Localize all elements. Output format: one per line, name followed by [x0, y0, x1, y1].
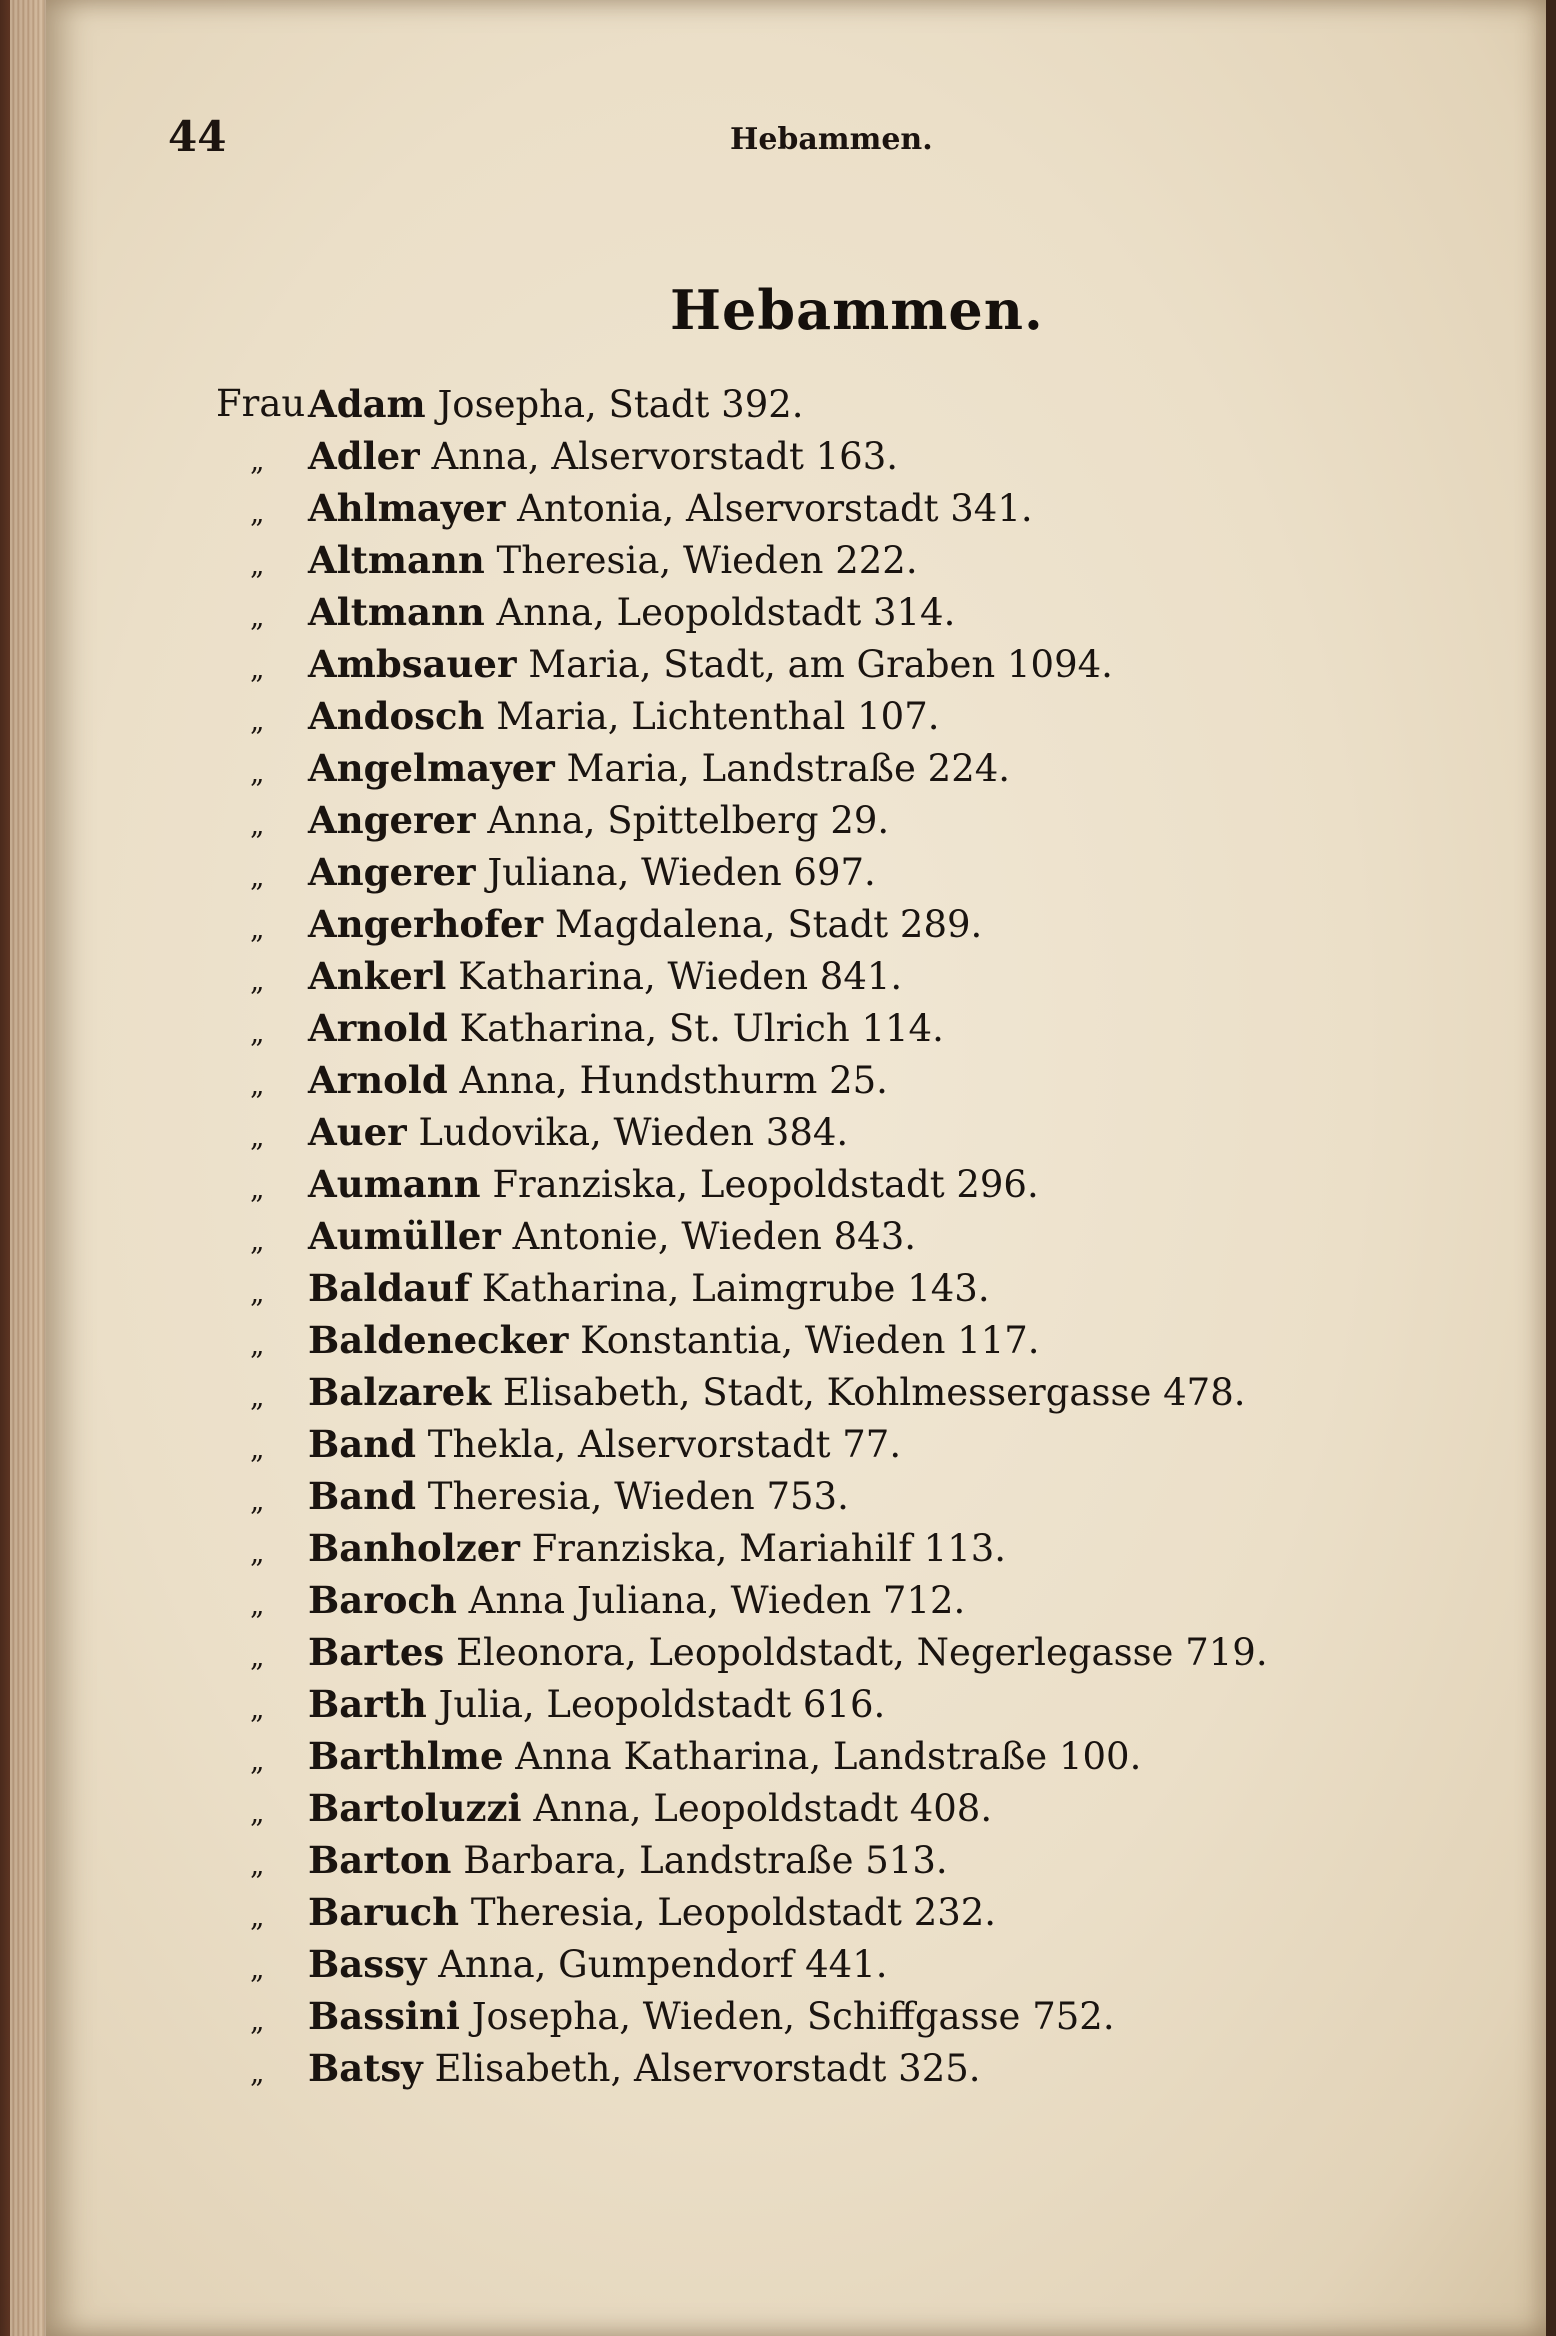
entry-text: [308, 1682, 885, 1726]
page-title: Hebammen.: [670, 278, 1044, 342]
list-item: [0, 1266, 1300, 1320]
entry-surname: Arnold: [308, 1006, 448, 1050]
ditto-mark: „: [250, 808, 265, 841]
entry-surname: Adam: [308, 382, 426, 426]
list-item: [0, 1318, 1300, 1372]
ditto-mark: „: [250, 1588, 265, 1621]
entry-details: Juliana, Wieden 697.: [487, 851, 876, 894]
entry-surname: Ankerl: [308, 954, 447, 998]
entry-details: Barbara, Landstraße 513.: [463, 1839, 948, 1882]
entry-prefix: Frau: [216, 382, 306, 425]
entry-text: [308, 1162, 1039, 1206]
entry-details: Anna, Alservorstadt 163.: [431, 435, 899, 478]
ditto-mark: „: [250, 1900, 265, 1933]
entry-surname: Bassini: [308, 1994, 460, 2038]
entry-surname: Arnold: [308, 1058, 448, 1102]
entry-text: [308, 1058, 888, 1102]
list-item: [0, 1162, 1300, 1216]
entry-text: [308, 642, 1113, 686]
entry-details: Josepha, Wieden, Schiffgasse 752.: [471, 1995, 1115, 2038]
ditto-mark: „: [250, 1692, 265, 1725]
entry-surname: Batsy: [308, 2046, 423, 2090]
entry-details: Ludovika, Wieden 384.: [418, 1111, 849, 1154]
entry-details: Anna Juliana, Wieden 712.: [468, 1579, 966, 1622]
entry-surname: Angelmayer: [308, 746, 555, 790]
list-item: [0, 1526, 1300, 1580]
ditto-mark: „: [250, 2004, 265, 2037]
list-item: [0, 1006, 1300, 1060]
entry-details: Magdalena, Stadt 289.: [554, 903, 983, 946]
list-item: [0, 954, 1300, 1008]
entry-details: Franziska, Mariahilf 113.: [531, 1527, 1007, 1570]
entry-text: [308, 1890, 996, 1934]
entry-surname: Aumüller: [308, 1214, 501, 1258]
list-item: [0, 1890, 1300, 1944]
list-item: [0, 1630, 1300, 1684]
list-item: [0, 1578, 1300, 1632]
entry-text: [308, 1526, 1006, 1570]
entry-details: Theresia, Leopoldstadt 232.: [470, 1891, 997, 1934]
list-item: [0, 902, 1300, 956]
list-item: [0, 486, 1300, 540]
ditto-mark: „: [250, 1068, 265, 1101]
list-item: [0, 590, 1300, 644]
entry-text: [308, 1006, 944, 1050]
entry-details: Eleonora, Leopoldstadt, Negerlegasse 719.: [455, 1631, 1268, 1674]
list-item: [0, 538, 1300, 592]
entry-text: [308, 382, 804, 426]
entry-surname: Baroch: [308, 1578, 457, 1622]
list-item: [0, 1838, 1300, 1892]
ditto-mark: „: [250, 1328, 265, 1361]
entry-text: [308, 1110, 848, 1154]
ditto-mark: „: [250, 756, 265, 789]
entry-surname: Bartoluzzi: [308, 1786, 522, 1830]
ditto-mark: „: [250, 1952, 265, 1985]
entry-details: Maria, Landstraße 224.: [566, 747, 1011, 790]
list-item: [0, 2046, 1300, 2100]
ditto-mark: „: [250, 1276, 265, 1309]
ditto-mark: „: [250, 496, 265, 529]
ditto-mark: „: [250, 1484, 265, 1517]
entry-surname: Band: [308, 1474, 417, 1518]
list-item: [0, 1682, 1300, 1736]
list-item: [0, 1422, 1300, 1476]
entry-text: [308, 1942, 888, 1986]
list-item: [0, 1214, 1300, 1268]
entry-surname: Bartes: [308, 1630, 445, 1674]
entry-text: [308, 1838, 948, 1882]
ditto-mark: „: [250, 860, 265, 893]
entry-text: [308, 2046, 981, 2090]
entry-surname: Barthlme: [308, 1734, 504, 1778]
ditto-mark: „: [250, 1120, 265, 1153]
entry-text: [308, 954, 902, 998]
ditto-mark: „: [250, 652, 265, 685]
entry-surname: Altmann: [308, 538, 485, 582]
list-item: [0, 1786, 1300, 1840]
ditto-mark: „: [250, 912, 265, 945]
entry-text: [308, 1266, 990, 1310]
entry-text: [308, 1318, 1040, 1362]
entry-text: [308, 434, 898, 478]
entry-details: Elisabeth, Stadt, Kohlmessergasse 478.: [502, 1371, 1246, 1414]
entry-surname: Andosch: [308, 694, 485, 738]
ditto-mark: „: [250, 964, 265, 997]
entry-text: [308, 486, 1033, 530]
entry-details: Anna, Gumpendorf 441.: [438, 1943, 888, 1986]
ditto-mark: „: [250, 2056, 265, 2089]
running-head: Hebammen.: [730, 122, 933, 157]
list-item: [0, 1942, 1300, 1996]
ditto-mark: „: [250, 1016, 265, 1049]
entry-surname: Bassy: [308, 1942, 427, 1986]
list-item: [0, 1994, 1300, 2048]
entry-details: Theresia, Wieden 753.: [427, 1475, 849, 1518]
entry-text: [308, 798, 889, 842]
entry-surname: Angerer: [308, 798, 476, 842]
list-item: [0, 642, 1300, 696]
list-item: [0, 1110, 1300, 1164]
entry-surname: Aumann: [308, 1162, 481, 1206]
entry-text: [308, 1994, 1115, 2038]
entry-details: Elisabeth, Alservorstadt 325.: [434, 2047, 981, 2090]
entry-details: Anna Katharina, Landstraße 100.: [515, 1735, 1142, 1778]
entry-surname: Auer: [308, 1110, 407, 1154]
ditto-mark: „: [250, 1744, 265, 1777]
entry-surname: Barton: [308, 1838, 452, 1882]
entry-details: Anna, Spittelberg 29.: [487, 799, 890, 842]
ditto-mark: „: [250, 1224, 265, 1257]
list-item: [0, 798, 1300, 852]
entry-surname: Ahlmayer: [308, 486, 506, 530]
page-number: 44: [168, 112, 227, 161]
entry-details: Konstantia, Wieden 117.: [580, 1319, 1040, 1362]
list-item: [0, 850, 1300, 904]
list-item: [0, 382, 1300, 436]
ditto-mark: „: [250, 1172, 265, 1205]
list-item: [0, 1474, 1300, 1528]
list-item: [0, 434, 1300, 488]
entry-details: Josepha, Stadt 392.: [437, 383, 804, 426]
entry-details: Thekla, Alservorstadt 77.: [427, 1423, 902, 1466]
list-item: [0, 746, 1300, 800]
entry-text: [308, 1422, 901, 1466]
ditto-mark: „: [250, 1640, 265, 1673]
entry-surname: Baldenecker: [308, 1318, 569, 1362]
entry-details: Anna, Leopoldstadt 314.: [496, 591, 956, 634]
list-item: [0, 1370, 1300, 1424]
entry-text: [308, 1786, 992, 1830]
entry-details: Anna, Hundsthurm 25.: [459, 1059, 888, 1102]
entry-details: Antonie, Wieden 843.: [512, 1215, 917, 1258]
entry-text: [308, 1630, 1268, 1674]
entry-surname: Angerer: [308, 850, 476, 894]
ditto-mark: „: [250, 1848, 265, 1881]
entry-details: Katharina, Laimgrube 143.: [481, 1267, 990, 1310]
ditto-mark: „: [250, 444, 265, 477]
entry-surname: Altmann: [308, 590, 485, 634]
entry-text: [308, 850, 876, 894]
entry-surname: Balzarek: [308, 1370, 491, 1414]
entry-details: Katharina, Wieden 841.: [458, 955, 903, 998]
list-item: [0, 1058, 1300, 1112]
entry-surname: Baruch: [308, 1890, 460, 1934]
entry-text: [308, 1578, 965, 1622]
ditto-mark: „: [250, 1432, 265, 1465]
entry-text: [308, 1474, 849, 1518]
entry-details: Theresia, Wieden 222.: [496, 539, 918, 582]
entry-text: [308, 746, 1010, 790]
ditto-mark: „: [250, 600, 265, 633]
entry-details: Katharina, St. Ulrich 114.: [459, 1007, 944, 1050]
ditto-mark: „: [250, 1536, 265, 1569]
ditto-mark: „: [250, 1796, 265, 1829]
entry-text: [308, 590, 955, 634]
ditto-mark: „: [250, 548, 265, 581]
entry-surname: Baldauf: [308, 1266, 470, 1310]
entry-details: Julia, Leopoldstadt 616.: [438, 1683, 886, 1726]
entry-details: Maria, Stadt, am Graben 1094.: [528, 643, 1113, 686]
entry-surname: Angerhofer: [308, 902, 544, 946]
entry-surname: Ambsauer: [308, 642, 517, 686]
entry-text: [308, 694, 940, 738]
entry-surname: Banholzer: [308, 1526, 520, 1570]
entry-text: [308, 538, 918, 582]
entry-surname: Band: [308, 1422, 417, 1466]
entry-details: Maria, Lichtenthal 107.: [496, 695, 940, 738]
entry-surname: Barth: [308, 1682, 427, 1726]
list-item: [0, 694, 1300, 748]
list-item: [0, 1734, 1300, 1788]
entry-details: Anna, Leopoldstadt 408.: [533, 1787, 993, 1830]
entry-text: [308, 1734, 1141, 1778]
entry-details: Franziska, Leopoldstadt 296.: [492, 1163, 1039, 1206]
entry-details: Antonia, Alservorstadt 341.: [517, 487, 1033, 530]
ditto-mark: „: [250, 1380, 265, 1413]
ditto-mark: „: [250, 704, 265, 737]
entry-text: [308, 1214, 916, 1258]
entry-text: [308, 902, 982, 946]
entry-text: [308, 1370, 1246, 1414]
entry-surname: Adler: [308, 434, 420, 478]
